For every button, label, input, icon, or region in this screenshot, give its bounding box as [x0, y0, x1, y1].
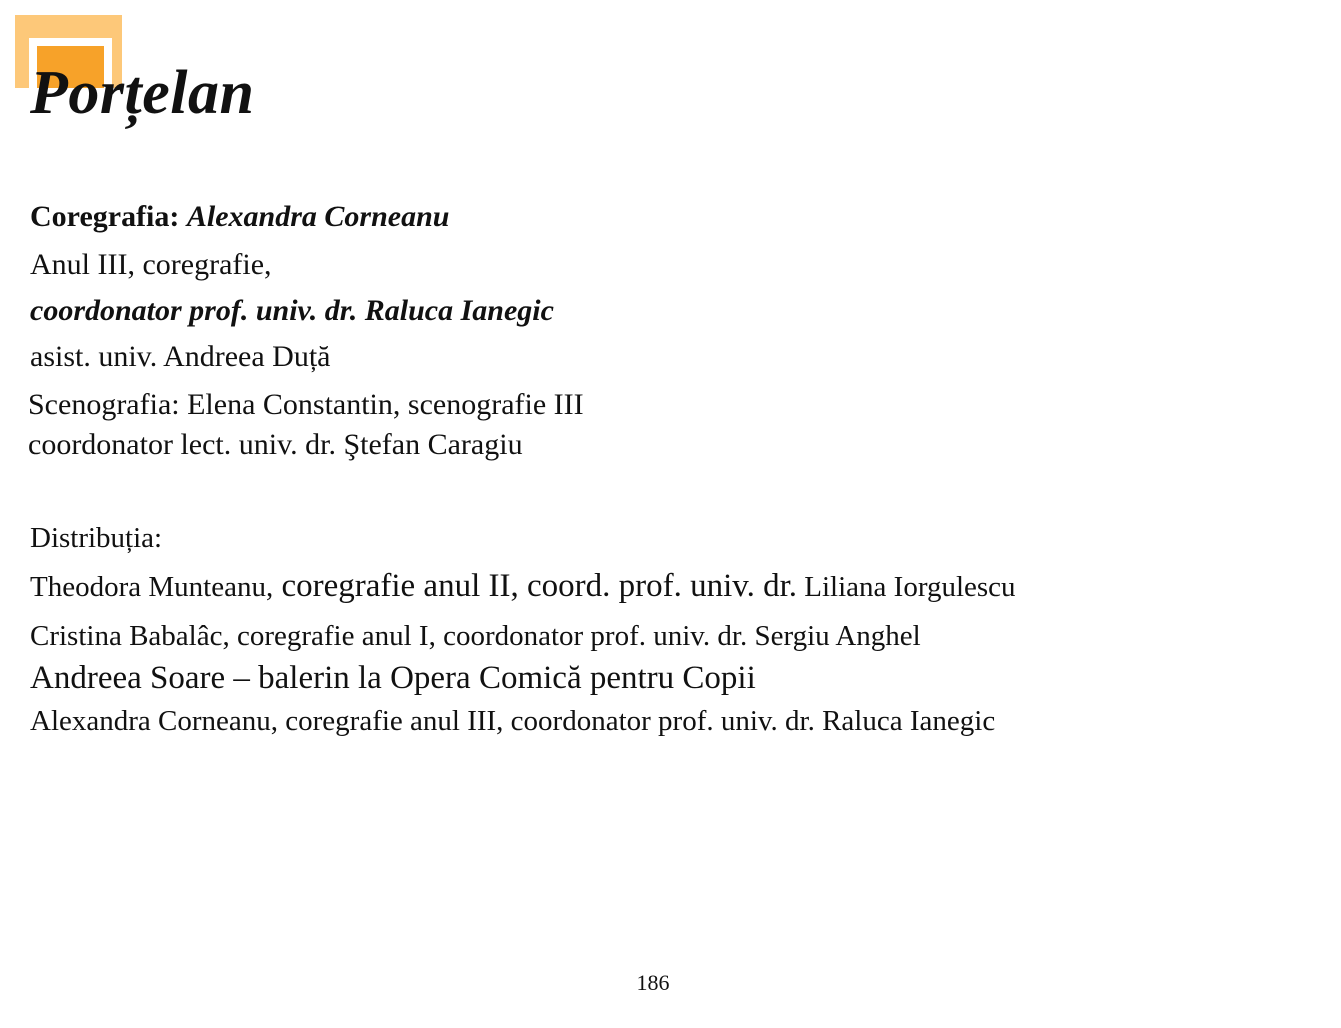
page-number: 186 — [636, 970, 670, 995]
cast-line-1 — [30, 570, 1016, 603]
cast-line-4: Alexandra Corneanu, coregrafie anul III, coordonator prof. univ. dr. Raluca Ianegic — [30, 705, 996, 737]
cast-line-2: Cristina Babalâc, coregrafie anul I, coordonator prof. univ. dr. Sergiu Anghel — [30, 620, 921, 652]
cast-1-detail: coregrafie anul II, coord. prof. univ. dr. — [273, 568, 798, 604]
scenography-line: Scenografia: Elena Constantin, scenografie III — [28, 388, 584, 421]
cast-1-coordinator: Liliana Iorgulescu — [797, 571, 1016, 603]
cast-label: Distribuția: — [30, 522, 163, 554]
year-line: Anul III, coregrafie, — [30, 248, 272, 281]
cast-1-name: Theodora Munteanu, — [30, 571, 274, 603]
coordinator-line: coordonator prof. univ. dr. Raluca Ianegic — [30, 294, 554, 327]
scenography-coordinator-line: coordonator lect. univ. dr. Ştefan Caragiu — [28, 428, 523, 461]
choreography-label: Coregrafia: — [30, 200, 180, 233]
assistant-line: asist. univ. Andreea Duță — [30, 340, 331, 373]
cast-line-3: Andreea Soare – balerin la Opera Comică pentru Copii — [30, 660, 756, 696]
choreographer-name: Alexandra Corneanu — [186, 200, 450, 233]
page-title: Porțelan — [30, 59, 255, 127]
choreography-line — [30, 202, 449, 232]
